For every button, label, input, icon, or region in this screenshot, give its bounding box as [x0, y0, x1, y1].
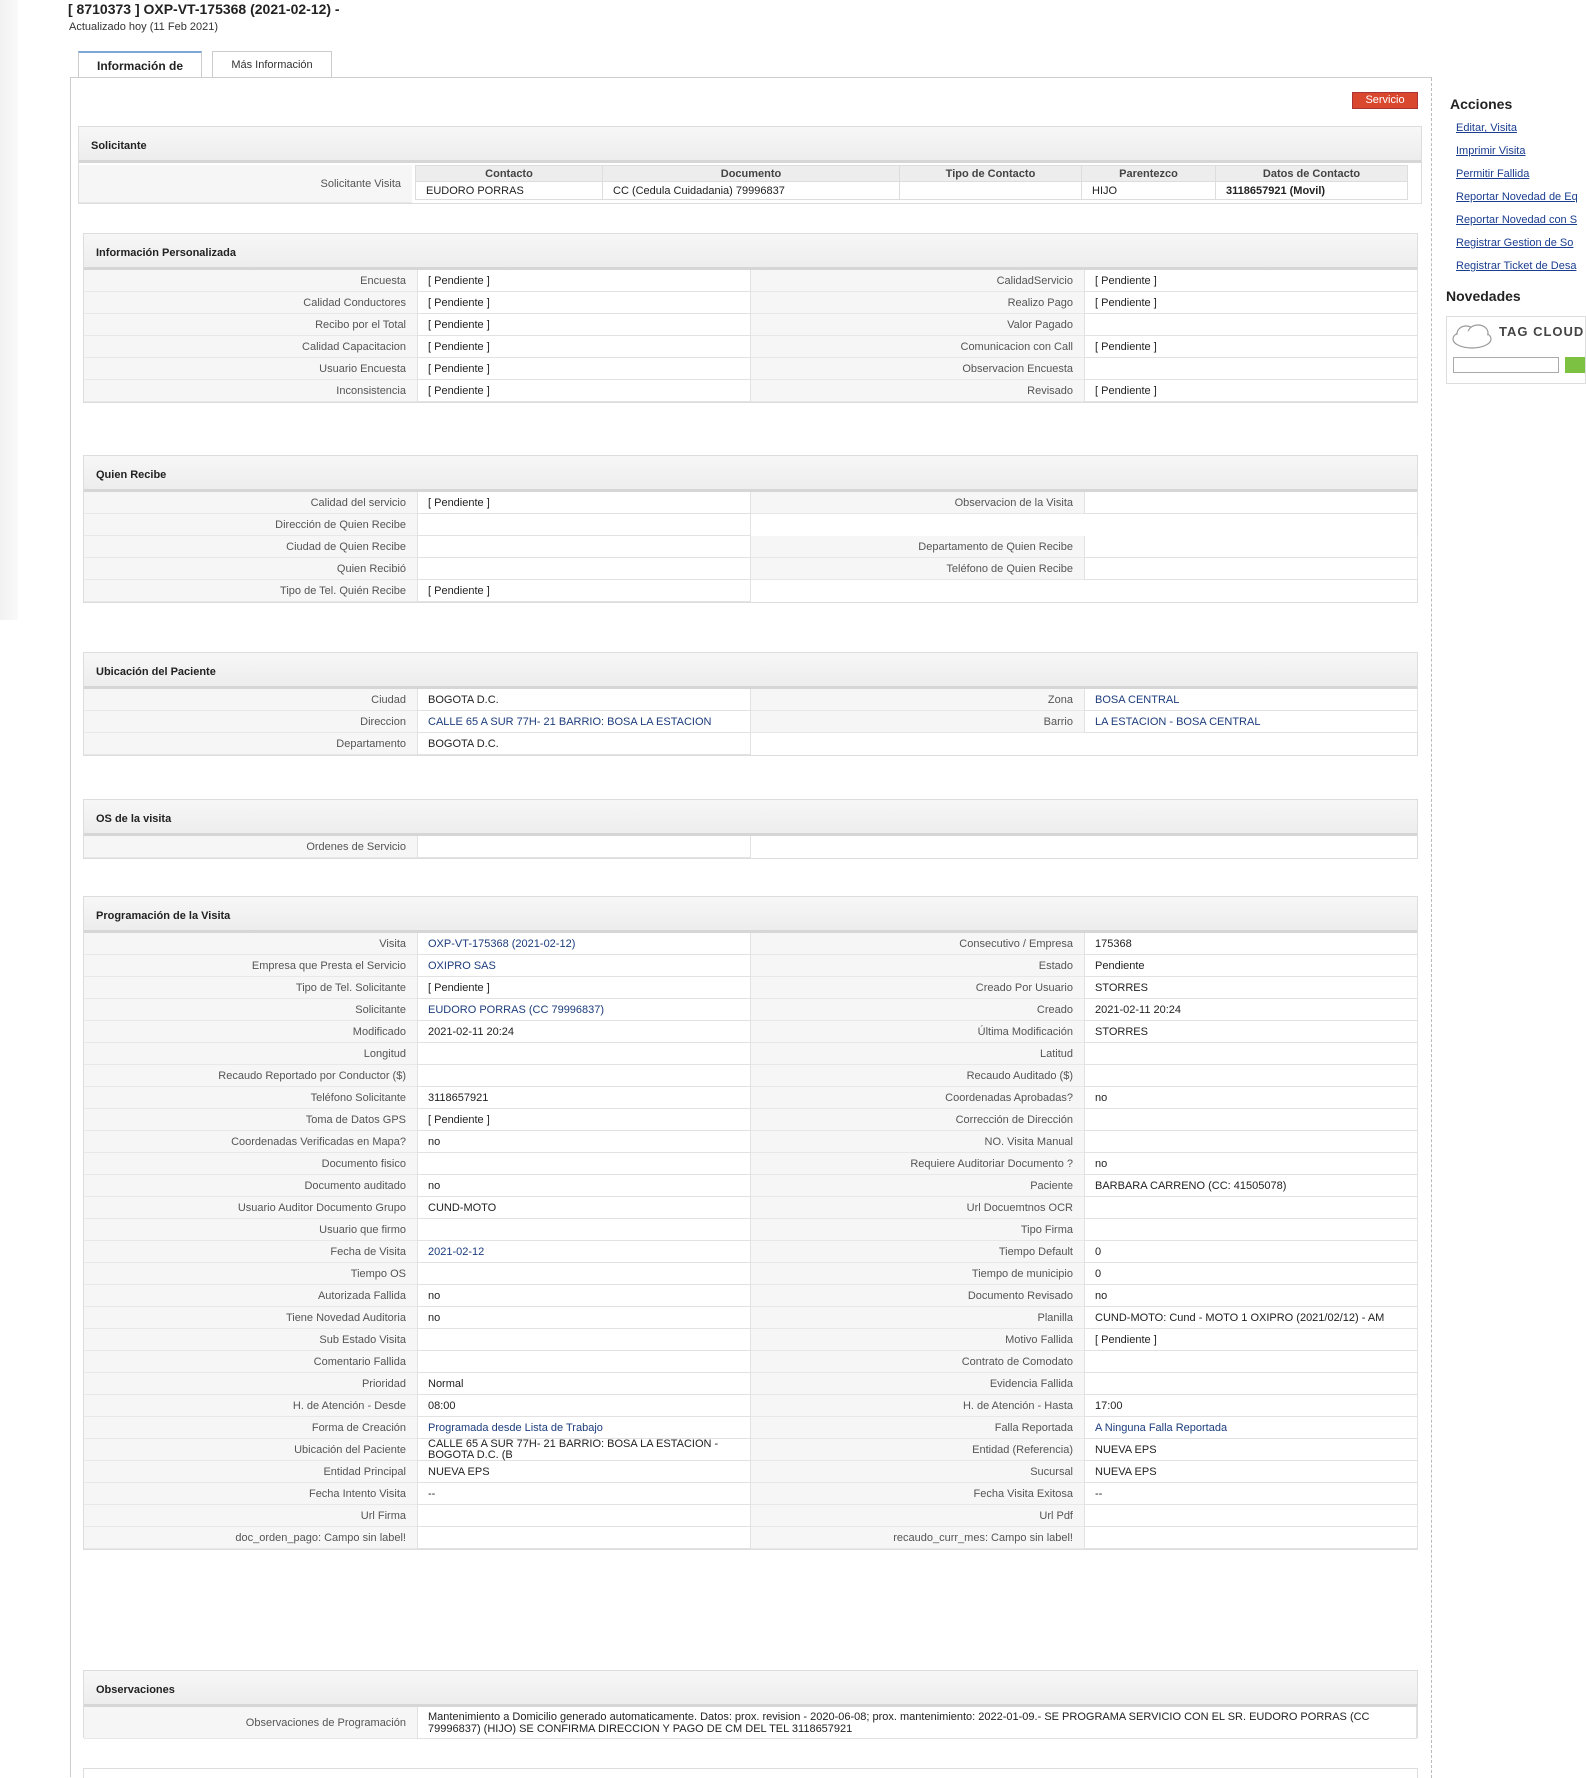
- field-label: Prioridad: [84, 1373, 417, 1395]
- field-value: no: [417, 1175, 751, 1197]
- field-label: H. de Atención - Hasta: [751, 1395, 1084, 1417]
- field-value: no: [1084, 1285, 1418, 1307]
- field-value: OXIPRO SAS: [417, 955, 751, 977]
- field-label: Quien Recibió: [84, 558, 417, 580]
- field-value: [ Pendiente ]: [417, 314, 751, 336]
- field-label: Encuesta: [84, 270, 417, 292]
- field-label: Comunicacion con Call: [751, 336, 1084, 358]
- field-label: Recaudo Auditado ($): [751, 1065, 1084, 1087]
- tag-cloud-box: [1446, 316, 1586, 384]
- field-value: CUND-MOTO: [417, 1197, 751, 1219]
- field-value: [417, 1043, 751, 1065]
- field-label: Solicitante: [84, 999, 417, 1021]
- field-label: Documento Revisado: [751, 1285, 1084, 1307]
- field-value: [417, 514, 751, 536]
- field-value: [ Pendiente ]: [417, 358, 751, 380]
- field-value: 17:00: [1084, 1395, 1418, 1417]
- field-label: Longitud: [84, 1043, 417, 1065]
- field-label: Consecutivo / Empresa: [751, 933, 1084, 955]
- field-label: Visita: [84, 933, 417, 955]
- field-value: [1084, 1131, 1418, 1153]
- field-value: 175368: [1084, 933, 1418, 955]
- field-value: [417, 536, 751, 558]
- field-value: [1084, 558, 1418, 580]
- acciones-title: Acciones: [1450, 96, 1513, 112]
- field-label: Calidad Conductores: [84, 292, 417, 314]
- field-label: Url Pdf: [751, 1505, 1084, 1527]
- field-value: [ Pendiente ]: [1084, 1329, 1418, 1351]
- field-label: Comentario Fallida: [84, 1351, 417, 1373]
- field-value: --: [417, 1483, 751, 1505]
- panel-title: Solicitante: [79, 127, 1421, 163]
- field-value: Pendiente: [1084, 955, 1418, 977]
- field-value: no: [417, 1285, 751, 1307]
- field-value: CALLE 65 A SUR 77H- 21 BARRIO: BOSA LA ESTACION - BOGOTA D.C. (B: [417, 1439, 751, 1461]
- panel-os-visita: [83, 799, 1418, 859]
- panel-title: Ubicación del Paciente: [84, 653, 1417, 689]
- field-label: Observacion Encuesta: [751, 358, 1084, 380]
- field-value: [417, 1505, 751, 1527]
- panel-next: [83, 1768, 1418, 1778]
- field-label: Teléfono Solicitante: [84, 1087, 417, 1109]
- field-value: [1084, 1109, 1418, 1131]
- field-label: Barrio: [751, 711, 1084, 733]
- field-value: [ Pendiente ]: [1084, 380, 1418, 402]
- field-label: Departamento de Quien Recibe: [751, 536, 1084, 558]
- field-value: [ Pendiente ]: [1084, 292, 1418, 314]
- field-label: Ciudad de Quien Recibe: [84, 536, 417, 558]
- field-label: CalidadServicio: [751, 270, 1084, 292]
- field-value: OXP-VT-175368 (2021-02-12): [417, 933, 751, 955]
- field-label: Requiere Auditoriar Documento ?: [751, 1153, 1084, 1175]
- field-value: [ Pendiente ]: [417, 580, 751, 602]
- field-value: STORRES: [1084, 977, 1418, 999]
- permitir-fallida-link[interactable]: Permitir Fallida: [1456, 168, 1530, 180]
- field-value: 2021-02-12: [417, 1241, 751, 1263]
- field-label: Teléfono de Quien Recibe: [751, 558, 1084, 580]
- field-label: Coordenadas Verificadas en Mapa?: [84, 1131, 417, 1153]
- reportar-novedad-s-link[interactable]: Reportar Novedad con S: [1456, 214, 1578, 226]
- observaciones-value: Mantenimiento a Domicilio generado automaticamente. Datos: prox. revision - 2020-06-08; prox. mantenimiento: 2022-01-09.- SE PROGRAMA SERVICIO CON EL SR. EUDORO PORRAS (CC 79996837) (HIJO) SE CONFIRMA DIRECCION Y PAGO DE CM DEL TEL 3118657921: [417, 1707, 1417, 1739]
- column-header: Documento: [603, 166, 900, 182]
- field-label: Sub Estado Visita: [84, 1329, 417, 1351]
- field-label: Corrección de Dirección: [751, 1109, 1084, 1131]
- field-label: Tipo de Tel. Solicitante: [84, 977, 417, 999]
- field-value: [ Pendiente ]: [1084, 336, 1418, 358]
- imprimir-visita-link[interactable]: Imprimir Visita: [1456, 145, 1526, 157]
- field-value: CUND-MOTO: Cund - MOTO 1 OXIPRO (2021/02/12) - AM: [1084, 1307, 1418, 1329]
- field-label: Calidad del servicio: [84, 492, 417, 514]
- table-row: [416, 182, 1408, 200]
- field-label: Usuario que firmo: [84, 1219, 417, 1241]
- field-value: 0: [1084, 1263, 1418, 1285]
- field-label: Departamento: [84, 733, 417, 755]
- field-label: Falla Reportada: [751, 1417, 1084, 1439]
- field-value: no: [417, 1307, 751, 1329]
- field-value: [ Pendiente ]: [1084, 270, 1418, 292]
- column-header: Tipo de Contacto: [900, 166, 1082, 182]
- field-value: Normal: [417, 1373, 751, 1395]
- field-label: Fecha de Visita: [84, 1241, 417, 1263]
- field-label: doc_orden_pago: Campo sin label!: [84, 1527, 417, 1549]
- field-value: [417, 1263, 751, 1285]
- field-label: Tiempo Default: [751, 1241, 1084, 1263]
- field-value: [ Pendiente ]: [417, 977, 751, 999]
- sidebar-divider: [1431, 78, 1432, 1778]
- table-cell: EUDORO PORRAS: [416, 182, 603, 200]
- field-label: Realizo Pago: [751, 292, 1084, 314]
- field-value: [417, 1329, 751, 1351]
- field-value: BOGOTA D.C.: [417, 733, 751, 755]
- field-label: Tiene Novedad Auditoria: [84, 1307, 417, 1329]
- field-label: Modificado: [84, 1021, 417, 1043]
- field-value: no: [1084, 1153, 1418, 1175]
- observaciones-label: Observaciones de Programación: [84, 1707, 417, 1739]
- servicio-badge[interactable]: Servicio: [1352, 92, 1418, 109]
- field-label: Creado: [751, 999, 1084, 1021]
- field-label: Evidencia Fallida: [751, 1373, 1084, 1395]
- field-value: [1084, 1527, 1418, 1549]
- field-value: BARBARA CARRENO (CC: 41505078): [1084, 1175, 1418, 1197]
- field-label: Última Modificación: [751, 1021, 1084, 1043]
- page-title: [ 8710373 ] OXP-VT-175368 (2021-02-12) -: [68, 1, 340, 17]
- solicitante-visita-label: Solicitante Visita: [79, 165, 412, 203]
- field-value: [1084, 1351, 1418, 1373]
- field-value: LA ESTACION - BOSA CENTRAL: [1084, 711, 1418, 733]
- field-value: 08:00: [417, 1395, 751, 1417]
- field-value: [417, 1065, 751, 1087]
- field-label: Tiempo de municipio: [751, 1263, 1084, 1285]
- field-label: Creado Por Usuario: [751, 977, 1084, 999]
- field-label: Ciudad: [84, 689, 417, 711]
- field-value: [417, 1153, 751, 1175]
- field-value: [ Pendiente ]: [417, 380, 751, 402]
- field-label: Direccion: [84, 711, 417, 733]
- field-label: Recaudo Reportado por Conductor ($): [84, 1065, 417, 1087]
- field-label: Tipo de Tel. Quién Recibe: [84, 580, 417, 602]
- field-label: Empresa que Presta el Servicio: [84, 955, 417, 977]
- panel-informacion-personalizada: [83, 233, 1418, 403]
- tab-mas-informacion[interactable]: Más Información: [212, 51, 332, 77]
- field-value: EUDORO PORRAS (CC 79996837): [417, 999, 751, 1021]
- solicitante-table: [415, 165, 1408, 200]
- field-value: [1084, 1043, 1418, 1065]
- field-value: 2021-02-11 20:24: [417, 1021, 751, 1043]
- panel-title: Información Personalizada: [84, 234, 1417, 270]
- column-header: Contacto: [416, 166, 603, 182]
- field-value: 0: [1084, 1241, 1418, 1263]
- novedades-title: Novedades: [1446, 288, 1521, 304]
- field-label: Documento auditado: [84, 1175, 417, 1197]
- field-label: Tiempo OS: [84, 1263, 417, 1285]
- field-label: Url Firma: [84, 1505, 417, 1527]
- field-value: [1084, 1065, 1418, 1087]
- field-label: Paciente: [751, 1175, 1084, 1197]
- reportar-novedad-equipo-link[interactable]: Reportar Novedad de Eq: [1456, 191, 1578, 203]
- field-value: BOGOTA D.C.: [417, 689, 751, 711]
- field-value: [1084, 358, 1418, 380]
- field-value: 3118657921: [417, 1087, 751, 1109]
- field-value: [417, 836, 751, 858]
- field-value: A Ninguna Falla Reportada: [1084, 1417, 1418, 1439]
- field-label: Forma de Creación: [84, 1417, 417, 1439]
- panel-title: OS de la visita: [84, 800, 1417, 836]
- field-label: Observacion de la Visita: [751, 492, 1084, 514]
- table-cell: HIJO: [1082, 182, 1216, 200]
- panel-observaciones: [83, 1670, 1418, 1738]
- field-label: Usuario Encuesta: [84, 358, 417, 380]
- field-label: Documento fisico: [84, 1153, 417, 1175]
- field-value: [ Pendiente ]: [417, 270, 751, 292]
- field-label: Calidad Capacitacion: [84, 336, 417, 358]
- field-value: [ Pendiente ]: [417, 492, 751, 514]
- field-label: Autorizada Fallida: [84, 1285, 417, 1307]
- tag-cloud-label: TAG CLOUD: [1499, 324, 1585, 339]
- field-label: Fecha Intento Visita: [84, 1483, 417, 1505]
- field-value: [1084, 1373, 1418, 1395]
- field-label: Ordenes de Servicio: [84, 836, 417, 858]
- panel-programacion-visita: [83, 896, 1418, 1550]
- field-value: STORRES: [1084, 1021, 1418, 1043]
- field-label: NO. Visita Manual: [751, 1131, 1084, 1153]
- field-value: no: [1084, 1087, 1418, 1109]
- registrar-gestion-link[interactable]: Registrar Gestion de So: [1456, 237, 1574, 249]
- field-label: Motivo Fallida: [751, 1329, 1084, 1351]
- field-value: [1084, 536, 1418, 558]
- table-cell: CC (Cedula Cuidadania) 79996837: [603, 182, 900, 200]
- field-value: [1084, 314, 1418, 336]
- field-value: [1084, 1197, 1418, 1219]
- field-value: [417, 1219, 751, 1241]
- field-label: Zona: [751, 689, 1084, 711]
- field-label: Url Docuemtnos OCR: [751, 1197, 1084, 1219]
- field-label: Usuario Auditor Documento Grupo: [84, 1197, 417, 1219]
- field-label: Estado: [751, 955, 1084, 977]
- panel-ubicacion-paciente: [83, 652, 1418, 756]
- field-label: Contrato de Comodato: [751, 1351, 1084, 1373]
- field-label: Entidad Principal: [84, 1461, 417, 1483]
- tab-informacion[interactable]: Información de: [78, 51, 202, 78]
- table-header-row: [416, 166, 1408, 182]
- table-cell: [900, 182, 1082, 200]
- field-label: H. de Atención - Desde: [84, 1395, 417, 1417]
- field-label: Latitud: [751, 1043, 1084, 1065]
- field-label: Coordenadas Aprobadas?: [751, 1087, 1084, 1109]
- tag-search-input[interactable]: [1453, 357, 1559, 373]
- field-label: Toma de Datos GPS: [84, 1109, 417, 1131]
- field-value: 2021-02-11 20:24: [1084, 999, 1418, 1021]
- field-label: Ubicación del Paciente: [84, 1439, 417, 1461]
- field-label: Valor Pagado: [751, 314, 1084, 336]
- panel-title: Observaciones: [84, 1671, 1417, 1707]
- column-header: Parentezco: [1082, 166, 1216, 182]
- cloud-icon: [1451, 323, 1493, 349]
- column-header: Datos de Contacto: [1216, 166, 1408, 182]
- field-value: no: [417, 1131, 751, 1153]
- field-value: [ Pendiente ]: [417, 336, 751, 358]
- field-value: NUEVA EPS: [1084, 1461, 1418, 1483]
- field-value: Programada desde Lista de Trabajo: [417, 1417, 751, 1439]
- field-value: [1084, 1219, 1418, 1241]
- field-value: BOSA CENTRAL: [1084, 689, 1418, 711]
- table-cell: 3118657921 (Movil): [1216, 182, 1408, 200]
- field-label: Tipo Firma: [751, 1219, 1084, 1241]
- field-value: NUEVA EPS: [417, 1461, 751, 1483]
- field-value: NUEVA EPS: [1084, 1439, 1418, 1461]
- field-value: [417, 558, 751, 580]
- field-label: Sucursal: [751, 1461, 1084, 1483]
- registrar-ticket-link[interactable]: Registrar Ticket de Desa: [1456, 260, 1577, 272]
- field-label: Inconsistencia: [84, 380, 417, 402]
- field-value: [ Pendiente ]: [417, 292, 751, 314]
- field-value: [417, 1351, 751, 1373]
- tag-search-button[interactable]: [1565, 357, 1585, 373]
- field-value: [ Pendiente ]: [417, 1109, 751, 1131]
- editar-visita-link[interactable]: Editar, Visita: [1456, 122, 1517, 134]
- field-label: Entidad (Referencia): [751, 1439, 1084, 1461]
- panel-title: Quien Recibe: [84, 456, 1417, 492]
- field-value: [1084, 492, 1418, 514]
- field-label: Revisado: [751, 380, 1084, 402]
- field-label: Dirección de Quien Recibe: [84, 514, 417, 536]
- field-value: [417, 1527, 751, 1549]
- field-label: Recibo por el Total: [84, 314, 417, 336]
- panel-quien-recibe: [83, 455, 1418, 603]
- left-gutter: [0, 0, 18, 620]
- page-subtitle: Actualizado hoy (11 Feb 2021): [69, 21, 218, 33]
- panel-title: Programación de la Visita: [84, 897, 1417, 933]
- field-value: --: [1084, 1483, 1418, 1505]
- field-value: CALLE 65 A SUR 77H- 21 BARRIO: BOSA LA ESTACION: [417, 711, 751, 733]
- field-label: recaudo_curr_mes: Campo sin label!: [751, 1527, 1084, 1549]
- field-value: [1084, 1505, 1418, 1527]
- field-label: Fecha Visita Exitosa: [751, 1483, 1084, 1505]
- field-label: Planilla: [751, 1307, 1084, 1329]
